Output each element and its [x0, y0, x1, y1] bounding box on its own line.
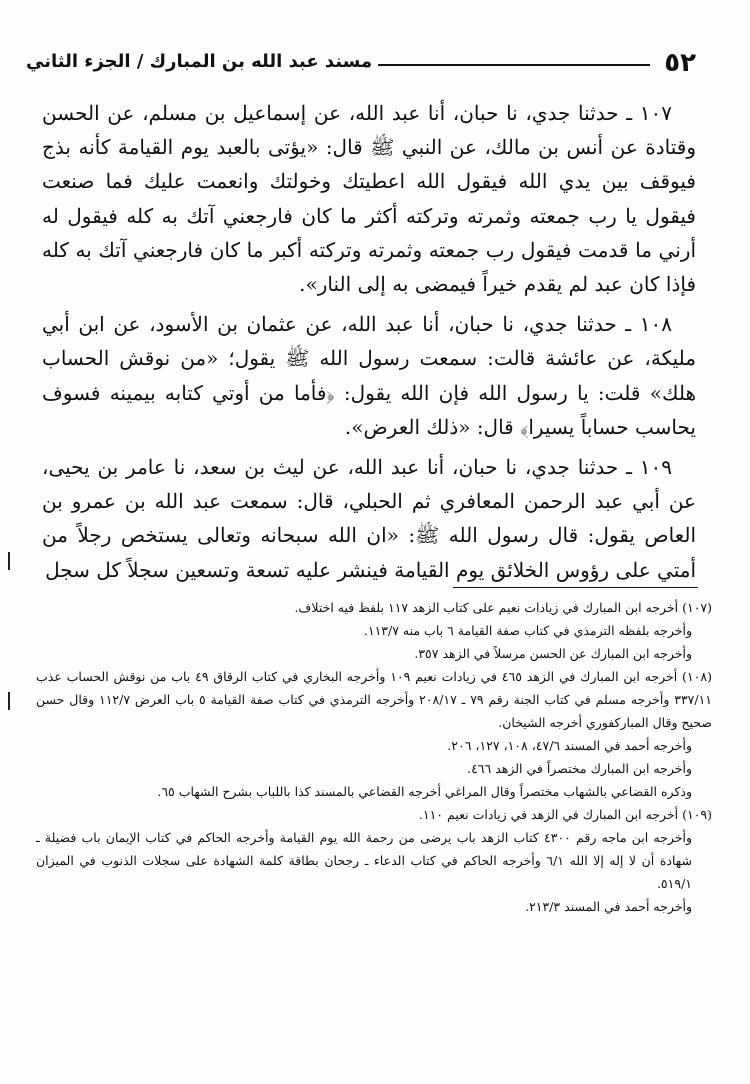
page-number: ٥٢	[664, 48, 696, 78]
hadith-108: ١٠٨ ـ حدثنا جدي، نا حبان، أنا عبد الله، عن عثمان بن الأسود، عن ابن أبي مليكة، عن عائشة قالت: سمعت رسول الله ﷺ يقول؛ «من نوقش الحساب هلك» قلت: يا رسول الله فإن الله يقول: ﴿فأما من أوتي كتابه بيمينه فسوف يحاسب حساباً يسيرا﴾ قال: «ذلك العرض».	[42, 312, 696, 439]
footnote-line: وأخرجه أحمد في المسند ٤٧/٦، ١٠٨، ١٢٧، ٢٠٦.	[447, 738, 692, 753]
footnote-line: (١٠٩) أخرجه ابن المبارك في الزهد في زيادات نعيم ١١٠.	[418, 807, 712, 822]
hadith-107: ١٠٧ ـ حدثنا جدي، نا حبان، أنا عبد الله، عن إسماعيل بن مسلم، عن الحسن وقتادة عن أنس بن مالك، عن النبي ﷺ قال: «يؤتى بالعبد يوم القيامة كأنه بذج فيوقف بين يدي الله فيقول الله اعطيتك وخولتك وانعمت عليك فما صنعت فيقول يا رب جمعته وثمرته وتركته أكثر ما كان فارجعني آتك به كله فيقول له أرني ما قدمت فيقول رب جمعته وثمرته وتركته أكبر ما كان فارجعني آتك به كله فإذا كان عبد لم يقدم خيراً فيمضى به إلى النار».	[42, 101, 696, 297]
margin-mark	[8, 692, 10, 710]
hadith-109: ١٠٩ ـ حدثنا جدي، نا حبان، أنا عبد الله، عن ليث بن سعد، نا عامر بن يحيى، عن أبي عبد الرحمن المعافري ثم الحبلي، قال: سمعت عبد الله بن عمرو بن العاص يقول: قال رسول الله ﷺ: «ان الله سبحانه وتعالى يستخص رجلاً من أمتي على رؤوس الخلائق يوم القيامة فينشر عليه تسعة وتسعين سجلاً كل سجل	[42, 455, 696, 582]
footnote-line: وأخرجه ابن المبارك عن الحسن مرسلاً في الزهد ٣٥٧.	[414, 646, 692, 661]
footnote-107	[36, 596, 712, 665]
footnote-108	[36, 665, 712, 803]
footnote-line: وأخرجه أحمد في المسند ٢١٣/٣.	[525, 899, 692, 914]
running-title: مسند عبد الله بن المبارك / الجزء الثاني	[26, 51, 373, 72]
footnote-line: (١٠٧) أخرجه ابن المبارك في زيادات نعيم على كتاب الزهد ١١٧ بلفظ فيه اختلاف.	[294, 600, 712, 615]
footnote-line: وأخرجه بلفظه الترمذي في كتاب صفة القيامة ٦ باب منه ١١٣/٧.	[363, 623, 692, 638]
footnote-109	[36, 803, 712, 918]
header-rule	[378, 64, 650, 66]
footnotes	[36, 596, 712, 918]
footnote-separator	[453, 587, 698, 588]
main-text	[42, 96, 696, 593]
footnote-line: وذكره القضاعي بالشهاب مختصراً وقال المراغي أخرجه القضاعي بالمسند كذا باللباب بشرح الشهاب ٦٥.	[157, 784, 692, 799]
footnote-line: (١٠٨) أخرجه ابن المبارك في الزهد ٤٦٥ في زيادات نعيم ١٠٩ وأخرجه البخاري في كتاب الرقاق ٤٩ باب من نوقش الحساب عذب ٣٣٧/١١ وأخرجه مسلم في كتاب الجنة رقم ٧٩ ـ ٢٠٨/١٧ وأخرجه الترمذي في كتاب صفة القيامة ٥ باب العرض ١١٢/٧ وقال حسن صحيح وقال المباركفوري أخرجه الشيخان.	[36, 669, 713, 730]
footnote-line: وأخرجه ابن ماجه رقم ٤٣٠٠ كتاب الزهد باب يرضى من رحمة الله يوم القيامة وأخرجه الحاكم في كتاب الإيمان باب فضيلة ـ شهادة أن لا إله إلا الله ٦/١ وأخرجه الحاكم في كتاب الدعاء ـ رجحان بطاقة كلمة الشهادة على سجلات الذنوب في الميزان ٥١٩/١.	[36, 830, 692, 891]
margin-mark	[8, 552, 10, 570]
page-header	[26, 38, 696, 78]
footnote-line: وأخرجه ابن المبارك مختصراً في الزهد ٤٦٦.	[467, 761, 692, 776]
